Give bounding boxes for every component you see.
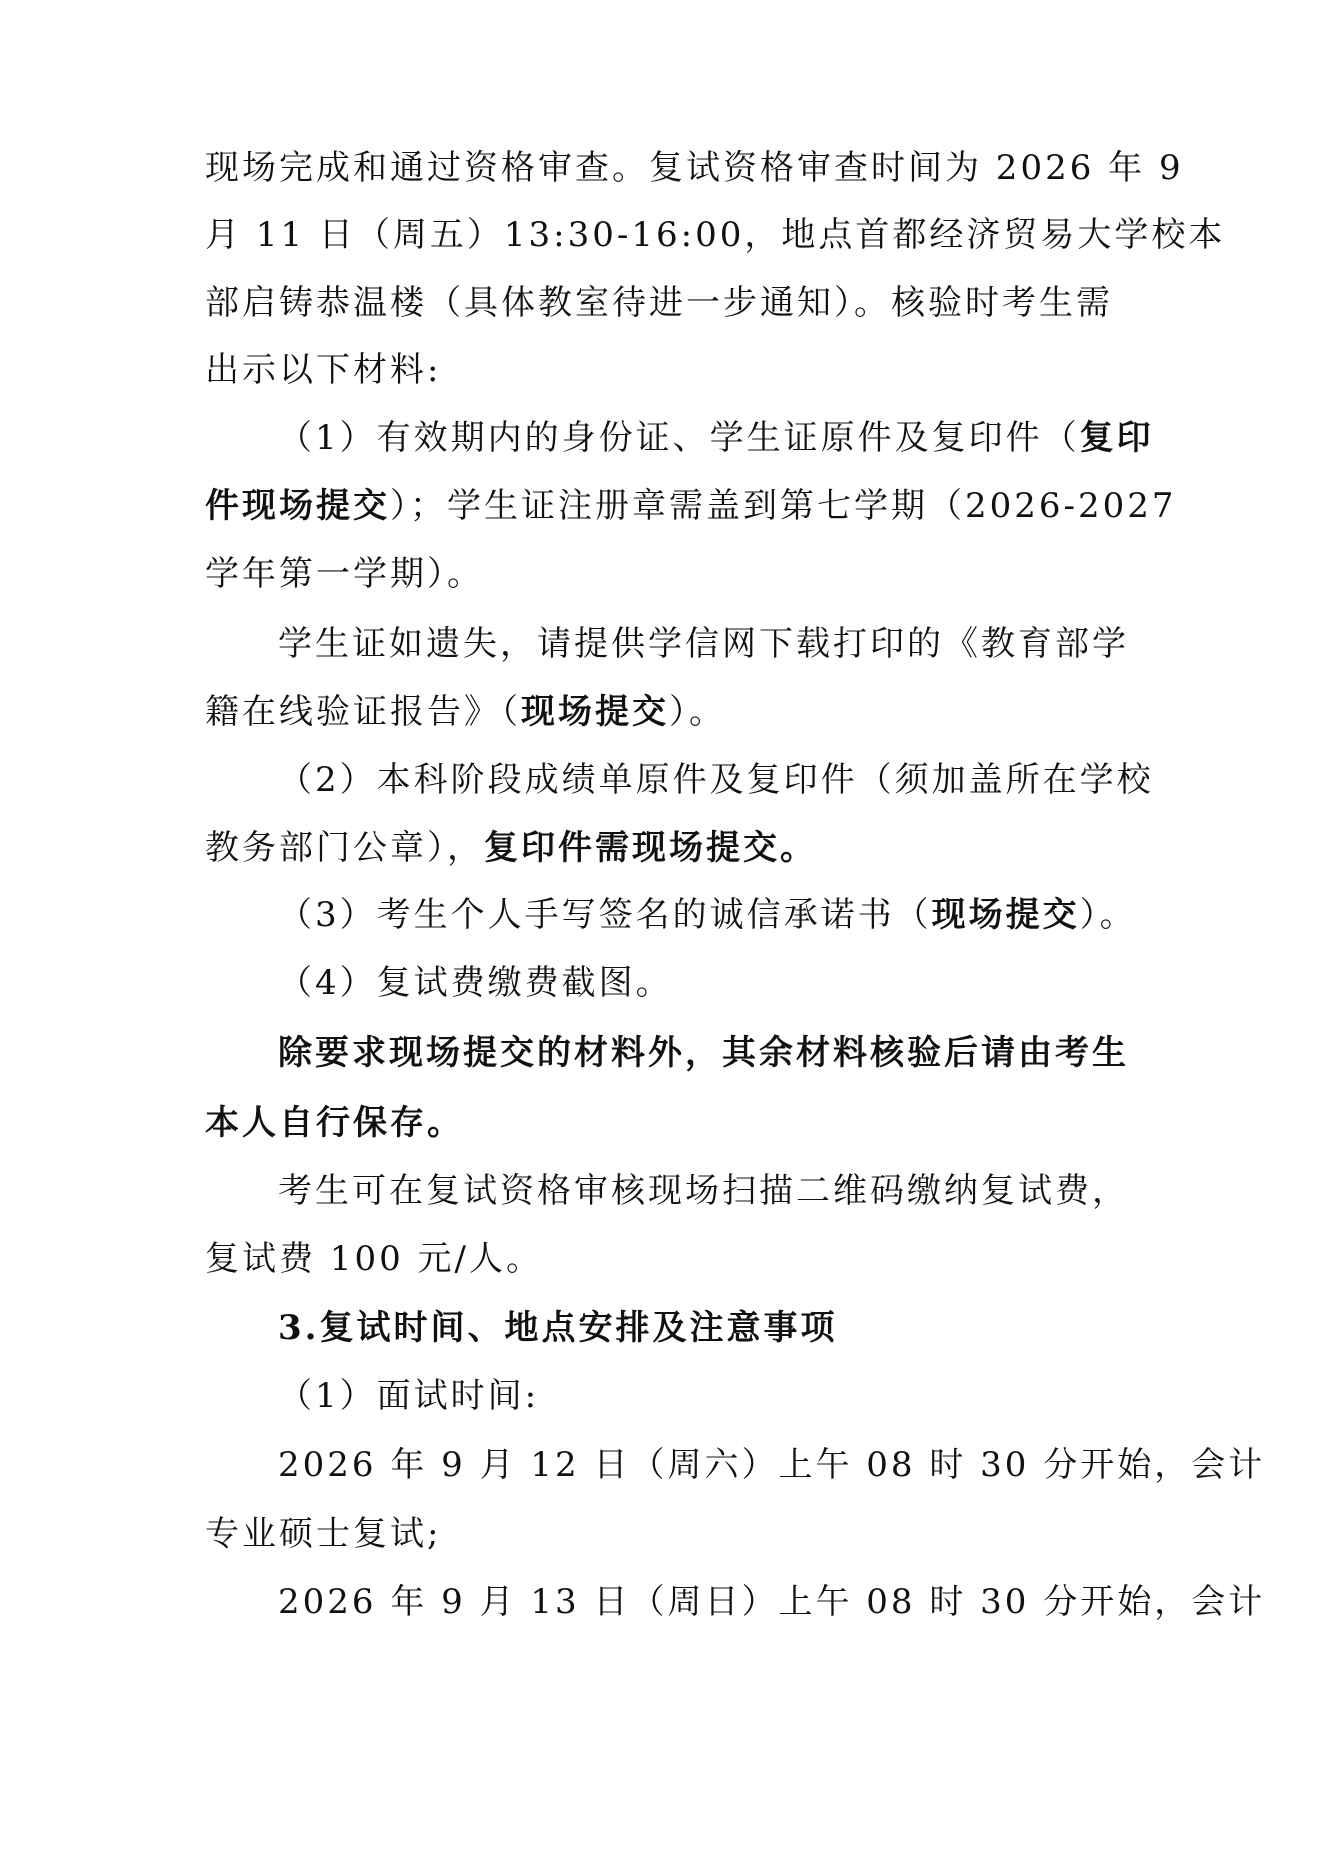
paragraph-line [205, 213, 1225, 257]
section-heading [278, 1306, 838, 1350]
paragraph-line [205, 484, 1177, 528]
paragraph-line [278, 1374, 539, 1418]
paragraph-line [205, 281, 1113, 325]
paragraph-line [205, 1101, 464, 1145]
text-run: 复试费 100 元/人。 [205, 1239, 543, 1279]
bold-text-run: 现场提交 [521, 692, 669, 732]
text-run: 月 11 日（周五）13:30-16:00，地点首都经济贸易大学校本 [205, 215, 1226, 255]
text-run: 学生证如遗失，请提供学信网下载打印的《教育部学 [278, 624, 1129, 664]
text-run: （1）有效期内的身份证、学生证原件及复印件（ [278, 418, 1080, 458]
text-run: 2026 年 9 月 13 日（周日）上午 08 时 30 分开始，会计 [278, 1582, 1266, 1622]
paragraph-line [278, 961, 673, 1005]
bold-text-run: 本人自行保存。 [205, 1103, 464, 1143]
paragraph-line [278, 758, 1154, 802]
paragraph-line [205, 826, 817, 870]
text-run: 学年第一学期）。 [205, 554, 484, 594]
paragraph-line [278, 622, 1129, 666]
text-run: ）；学生证注册章需盖到第七学期（2026-2027 [390, 486, 1177, 526]
paragraph-line [278, 1443, 1265, 1487]
paragraph-line [278, 416, 1154, 460]
text-run: （3）考生个人手写签名的诚信承诺书（ [278, 895, 932, 935]
bold-text-run: 现场提交 [931, 895, 1080, 935]
paragraph-line [205, 552, 484, 596]
bold-text-run: 件现场提交 [205, 486, 390, 526]
text-run: （4）复试费缴费截图。 [278, 963, 673, 1003]
text-run: ）。 [669, 692, 726, 732]
bold-text-run: 3.复试时间、地点安排及注意事项 [278, 1308, 838, 1348]
paragraph-line [278, 893, 1137, 937]
text-run: 考生可在复试资格审核现场扫描二维码缴纳复试费， [278, 1171, 1129, 1211]
text-run: 专业硕士复试; [205, 1514, 442, 1554]
text-run: 2026 年 9 月 12 日（周六）上午 08 时 30 分开始，会计 [278, 1445, 1266, 1485]
bold-text-run: 复印 [1079, 418, 1154, 458]
paragraph-line [205, 348, 441, 392]
text-run: （1）面试时间: [278, 1376, 540, 1416]
paragraph-line [205, 1512, 441, 1556]
text-run: （2）本科阶段成绩单原件及复印件（须加盖所在学校 [278, 760, 1154, 800]
text-run: 部启铸恭温楼（具体教室待进一步通知）。核验时考生需 [205, 283, 1113, 323]
text-run: 教务部门公章）， [205, 828, 484, 868]
bold-text-run: 复印件需现场提交。 [484, 828, 817, 868]
paragraph-line [205, 690, 726, 734]
paragraph-line [278, 1169, 1129, 1213]
text-run: 籍在线验证报告》（ [205, 692, 521, 732]
bold-text-run: 除要求现场提交的材料外，其余材料核验后请由考生 [278, 1033, 1129, 1073]
text-run: ）。 [1079, 895, 1137, 935]
paragraph-line [278, 1580, 1265, 1624]
paragraph-line [278, 1031, 1129, 1075]
text-run: 出示以下材料: [205, 350, 442, 390]
paragraph-line [205, 146, 1184, 190]
paragraph-line [205, 1237, 543, 1281]
text-run: 现场完成和通过资格审查。复试资格审查时间为 2026 年 9 [205, 148, 1184, 188]
